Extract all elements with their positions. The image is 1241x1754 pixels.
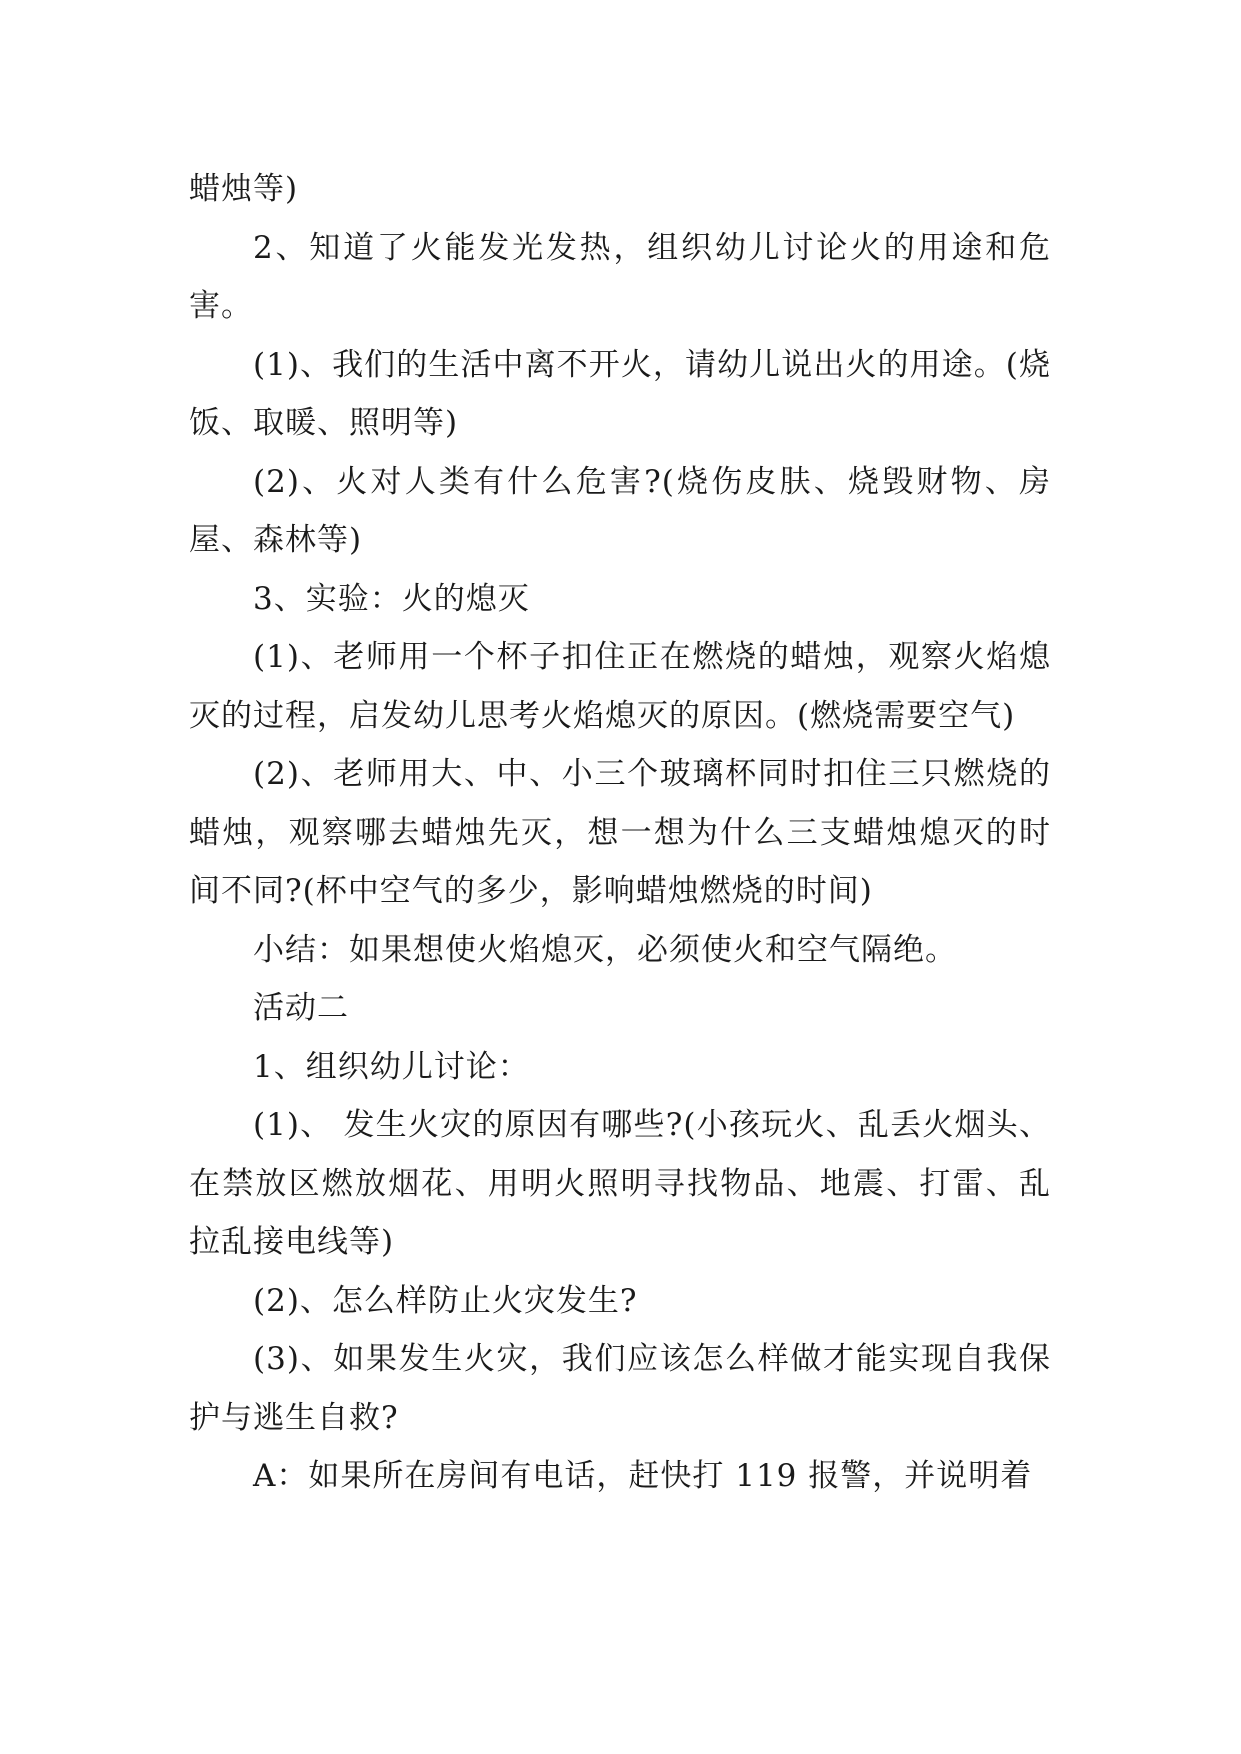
paragraph-step-3: 3、实验：火的熄灭 [253, 580, 530, 617]
paragraph-self-protection: (3)、如果发生火灾，我们应该怎么样做才能实现自我保护与逃生自救? [189, 1341, 1051, 1436]
paragraph-fire-hazards: (2)、火对人类有什么危害?(烧伤皮肤、烧毁财物、房屋、森林等) [189, 463, 1051, 558]
paragraph-step-2: 2、知道了火能发光发热，组织幼儿讨论火的用途和危害。 [189, 229, 1051, 324]
paragraph-fire-causes: (1)、 发生火灾的原因有哪些?(小孩玩火、乱丢火烟头、在禁放区燃放烟花、用明火照明寻找物品、地震、打雷、乱拉乱接电线等) [189, 1107, 1051, 1260]
paragraph-fire-uses: (1)、我们的生活中离不开火，请幼儿说出火的用途。(烧饭、取暖、照明等) [189, 346, 1051, 441]
paragraph-call-119: A：如果所在房间有电话，赶快打 119 报警，并说明着 [253, 1458, 1033, 1494]
paragraph-experiment-2: (2)、老师用大、中、小三个玻璃杯同时扣住三只燃烧的蜡烛，观察哪去蜡烛先灭，想一想为什么三支蜡烛熄灭的时间不同?(杯中空气的多少，影响蜡烛燃烧的时间) [189, 756, 1051, 909]
paragraph-fire-prevention: (2)、怎么样防止火灾发生? [253, 1282, 638, 1319]
paragraph-continuation: 蜡烛等) [189, 171, 299, 207]
paragraph-experiment-1: (1)、老师用一个杯子扣住正在燃烧的蜡烛，观察火焰熄灭的过程，启发幼儿思考火焰熄灭的原因。(燃烧需要空气) [189, 639, 1051, 734]
paragraph-summary: 小结：如果想使火焰熄灭，必须使火和空气隔绝。 [253, 931, 957, 968]
paragraph-discussion: 1、组织幼儿讨论： [253, 1048, 530, 1085]
paragraph-activity-2-heading: 活动二 [253, 990, 349, 1026]
document-body [189, 160, 1051, 1506]
